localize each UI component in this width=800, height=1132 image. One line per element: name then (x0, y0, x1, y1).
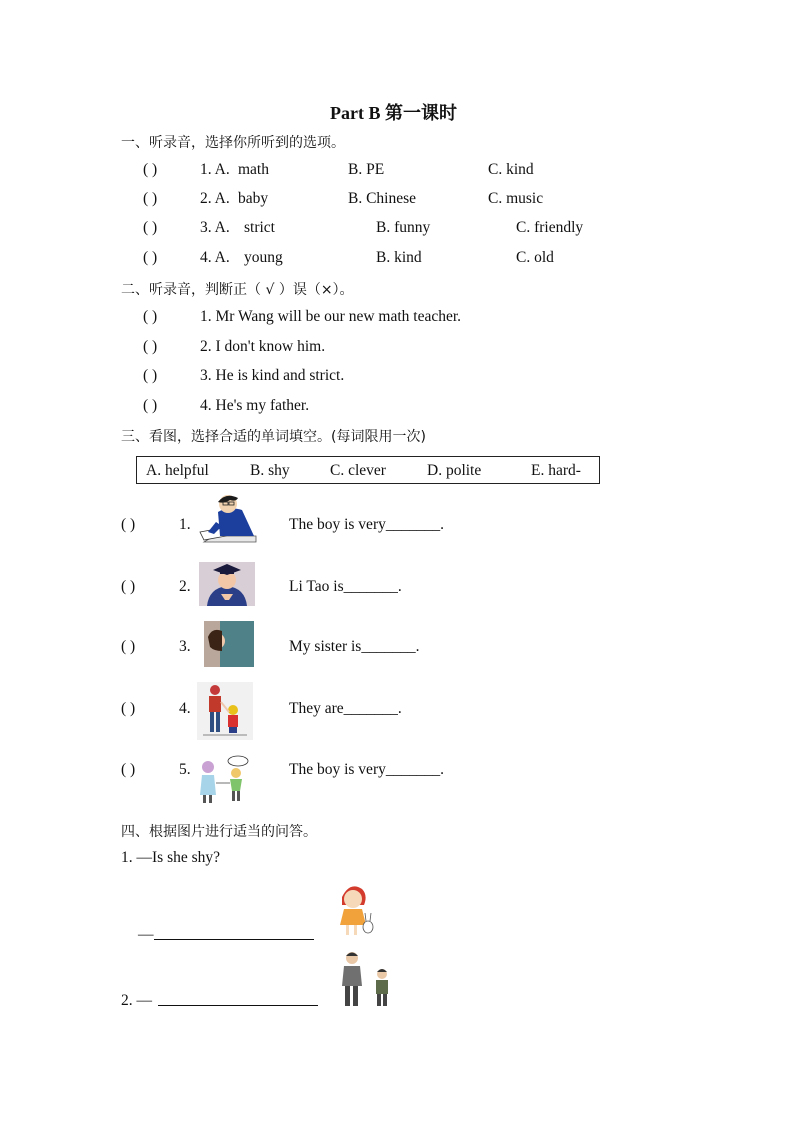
answer-bracket[interactable]: ( ) (143, 397, 158, 414)
item-number: 5. (179, 761, 191, 778)
page-title: Part B 第一课时 (330, 103, 457, 123)
option-b: B. funny (376, 219, 431, 236)
answer-bracket[interactable]: ( ) (143, 190, 158, 207)
item-number: 1. A. (200, 161, 230, 178)
answer-blank[interactable] (154, 925, 314, 940)
graduate-boy-picture (199, 562, 255, 606)
father-and-son-picture (340, 950, 396, 1008)
item-number: 3. A. (200, 219, 230, 236)
answer-bracket[interactable]: ( ) (143, 161, 158, 178)
sentence: My sister is_______. (289, 638, 420, 655)
option-a: baby (238, 190, 269, 207)
question-1: 1. —Is she shy? (121, 849, 221, 866)
answer-bracket[interactable]: ( ) (143, 308, 158, 325)
word-option-b: B. shy (250, 462, 290, 479)
answer-bracket[interactable]: ( ) (143, 367, 158, 384)
option-c: C. old (516, 249, 554, 266)
answer-bracket[interactable]: ( ) (143, 249, 158, 266)
statement-text: 4. He's my father. (200, 397, 310, 414)
section-3-heading: 三、看图，选择合适的单词填空。(每词限用一次) (121, 429, 426, 445)
item-number: 2. (179, 578, 191, 595)
item-number: 4. A. (200, 249, 230, 266)
statement-text: 2. I don't know him. (200, 338, 326, 355)
word-option-c: C. clever (330, 462, 386, 479)
statement-text: 3. He is kind and strict. (200, 367, 345, 384)
studying-boy-picture (196, 492, 260, 546)
answer-bracket[interactable]: ( ) (121, 578, 136, 595)
word-option-e: E. hard- (531, 462, 581, 479)
item-number: 1. (179, 516, 191, 533)
answer-bracket[interactable]: ( ) (143, 219, 158, 236)
option-c: C. kind (488, 161, 534, 178)
item-number: 3. (179, 638, 191, 655)
question-2-blank[interactable] (158, 991, 318, 1006)
section-2-heading: 二、听录音，判断正（ √ ）误（×）。 (121, 282, 354, 298)
option-b: B. PE (348, 161, 385, 178)
sentence: The boy is very_______. (289, 516, 444, 533)
shy-girl-behind-door-picture (204, 621, 254, 667)
option-a: math (238, 161, 269, 178)
girl-with-rabbit-picture (336, 883, 376, 939)
option-b: B. Chinese (348, 190, 417, 207)
answer-bracket[interactable]: ( ) (121, 638, 136, 655)
option-b: B. kind (376, 249, 422, 266)
answer-bracket[interactable]: ( ) (143, 338, 158, 355)
polite-boy-picture (196, 755, 256, 805)
item-number: 2. A. (200, 190, 230, 207)
option-a: strict (244, 219, 275, 236)
item-number: 4. (179, 700, 191, 717)
section-1-heading: 一、听录音，选择你所听到的选项。 (121, 135, 345, 151)
word-option-a: A. helpful (146, 462, 209, 479)
helping-kids-picture (197, 682, 253, 740)
sentence: They are_______. (289, 700, 402, 717)
sentence: Li Tao is_______. (289, 578, 402, 595)
sentence: The boy is very_______. (289, 761, 444, 778)
word-option-d: D. polite (427, 462, 482, 479)
option-c: C. friendly (516, 219, 584, 236)
section-4-heading: 四、根据图片进行适当的问答。 (121, 824, 317, 840)
question-2-prefix: 2. — (121, 992, 152, 1009)
answer-bracket[interactable]: ( ) (121, 700, 136, 717)
answer-bracket[interactable]: ( ) (121, 516, 136, 533)
statement-text: 1. Mr Wang will be our new math teacher. (200, 308, 462, 325)
option-c: C. music (488, 190, 544, 207)
answer-bracket[interactable]: ( ) (121, 761, 136, 778)
option-a: young (244, 249, 283, 266)
answer-dash: — (138, 926, 154, 943)
